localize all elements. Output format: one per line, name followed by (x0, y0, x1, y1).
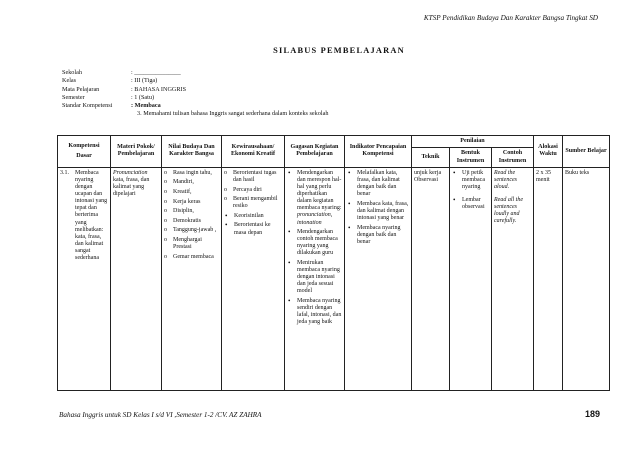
list-item: o Kreatif, (164, 189, 219, 196)
meta-value: : Membaca (131, 102, 161, 110)
syllabus-meta (62, 69, 328, 119)
header-sumber: Sumber Belajar (563, 136, 610, 168)
cell-indikator (345, 167, 412, 390)
standard-competency-detail: 3. Memahami tulisan bahasa Inggris sangat sederhana dalam konteks sekolah (137, 110, 329, 118)
meta-row (62, 94, 328, 102)
list-item (287, 298, 342, 326)
header-bentuk: Bentuk Instrumen (450, 148, 492, 168)
kd-number: 3.1. (60, 169, 69, 176)
meta-label: Mata Pelajaran (62, 85, 100, 93)
contoh-item: Read all the sentences loudly and carefully. (494, 197, 523, 225)
cell-sumber: Buku teks (563, 167, 610, 390)
header-kewirausahaan: Kewirausahaan/ Ekonomi Kreatif (222, 136, 285, 168)
header-nilai: Nilai Budaya Dan Karakter Bangsa (162, 136, 222, 168)
list-item: o Percaya diri (224, 187, 282, 194)
list-item: • Uji petik membaca nyaring (452, 170, 489, 191)
cell-teknik: unjuk kerja Observasi (412, 167, 450, 390)
meta-value: : 1 (Satu) (131, 93, 155, 101)
kegiatan-italic: pronunciation, intonation (297, 212, 333, 226)
header-kd-line1: Kompetensi (68, 142, 100, 149)
meta-value: : III (Tiga) (131, 77, 158, 85)
header-alokasi: Alokasi Waktu (534, 136, 563, 168)
list-item: o Demokratis (164, 218, 219, 225)
header-contoh: Contoh Instrumen (492, 148, 534, 168)
list-item: o Disiplin, (164, 208, 219, 215)
header-kd-line2: Dasar (76, 152, 92, 159)
list-item (287, 229, 342, 257)
list-item: o Gemar membaca (164, 254, 219, 261)
list-item: o Berani mengambil resiko (224, 196, 282, 210)
list-item: • Membaca kata, frasa, dan kalimat dengan intonasi yang benar (347, 201, 409, 222)
meta-label: Semester (62, 93, 85, 101)
list-item: o Mandiri, (164, 179, 219, 186)
list-item: • Melafalkan kata, frasa, dan kalimat dengan baik dan benar (347, 170, 409, 198)
list-item: o Berorientasi tugas dan hasil (224, 170, 282, 184)
cell-kegiatan (285, 167, 345, 390)
list-item: o Kerja keras (164, 199, 219, 206)
meta-label: Standar Kompetensi (62, 102, 113, 110)
meta-value: : BAHASA INGGRIS (131, 85, 187, 93)
cell-nilai (162, 167, 222, 390)
kegiatan-text: Membaca nyaring sendiri dengan lafal, intonasi, dan jeda yang baik (297, 297, 342, 326)
header-teknik: Teknik (412, 148, 450, 168)
header-materi: Materi Pokok/ Pembelajaran (111, 136, 162, 168)
header-kompetensi-dasar (58, 136, 111, 168)
header-kegiatan: Gagasan Kegiatan Pembelajaran (285, 136, 345, 168)
meta-row (62, 77, 328, 85)
meta-label: Kelas (62, 77, 77, 85)
list-item: • Berorientasi ke masa depan (224, 222, 282, 236)
cell-alokasi: 2 x 35 menit (534, 167, 563, 390)
meta-value: : _______________ (131, 69, 181, 76)
meta-label: Sekolah (62, 69, 82, 76)
contoh-item: Read the sentences aloud. (494, 169, 517, 191)
page-number: 189 (584, 409, 600, 419)
cell-kompetensi-dasar (58, 167, 111, 390)
cell-bentuk (450, 167, 492, 390)
cell-materi (111, 167, 162, 390)
meta-row (62, 86, 328, 94)
header-indikator: Indikator Pencapaian Kompetensi (345, 136, 412, 168)
kegiatan-text: Mendengarkan contoh membaca nyaring yang dilakukan guru (297, 229, 338, 257)
materi-text: kata, frasa, dan kalimat yang dipelajari (113, 176, 150, 198)
kegiatan-text: Mendengarkan dan merespon hal-hal yang perlu diperhatikan dalam kegiatan membaca nyaring: (297, 169, 342, 212)
syllabus-table (57, 135, 610, 391)
list-item: o Rasa ingin tahu, (164, 170, 219, 177)
list-item (287, 170, 342, 227)
list-item (287, 260, 342, 295)
page-title: SILABUS PEMBELAJARAN (273, 46, 405, 55)
running-header: KTSP Pendidikan Budaya Dan Karakter Bangsa Tingkat SD (423, 14, 598, 22)
meta-row (62, 69, 328, 77)
kd-text: Membaca nyaring dengan ucapan dan intonasi yang tepat dan berterima yang melibatkan: kata, frasa, dan kalimat sangat sederhana (75, 169, 108, 262)
table-row (58, 167, 610, 390)
meta-row (62, 102, 328, 110)
footer-text: Bahasa Inggris untuk SD Kelas I s/d VI ,Semester 1-2 /CV. AZ ZAHRA (59, 411, 262, 419)
header-penilaian: Penilaian (412, 136, 534, 148)
list-item: o Menghargai Prestasi (164, 237, 219, 251)
list-item: • Keorisinilan (224, 213, 282, 220)
kegiatan-text: Menirukan membaca nyaring dengan intonasi dan jeda sesuai model (297, 260, 340, 295)
list-item: • Membaca nyaring dengan baik dan benar (347, 225, 409, 246)
cell-contoh (492, 167, 534, 390)
list-item: o Tanggung-jawab , (164, 227, 219, 234)
list-item: • Lembar observasi (452, 197, 489, 211)
cell-kewirausahaan (222, 167, 285, 390)
materi-italic: Pronunciation (113, 169, 148, 176)
